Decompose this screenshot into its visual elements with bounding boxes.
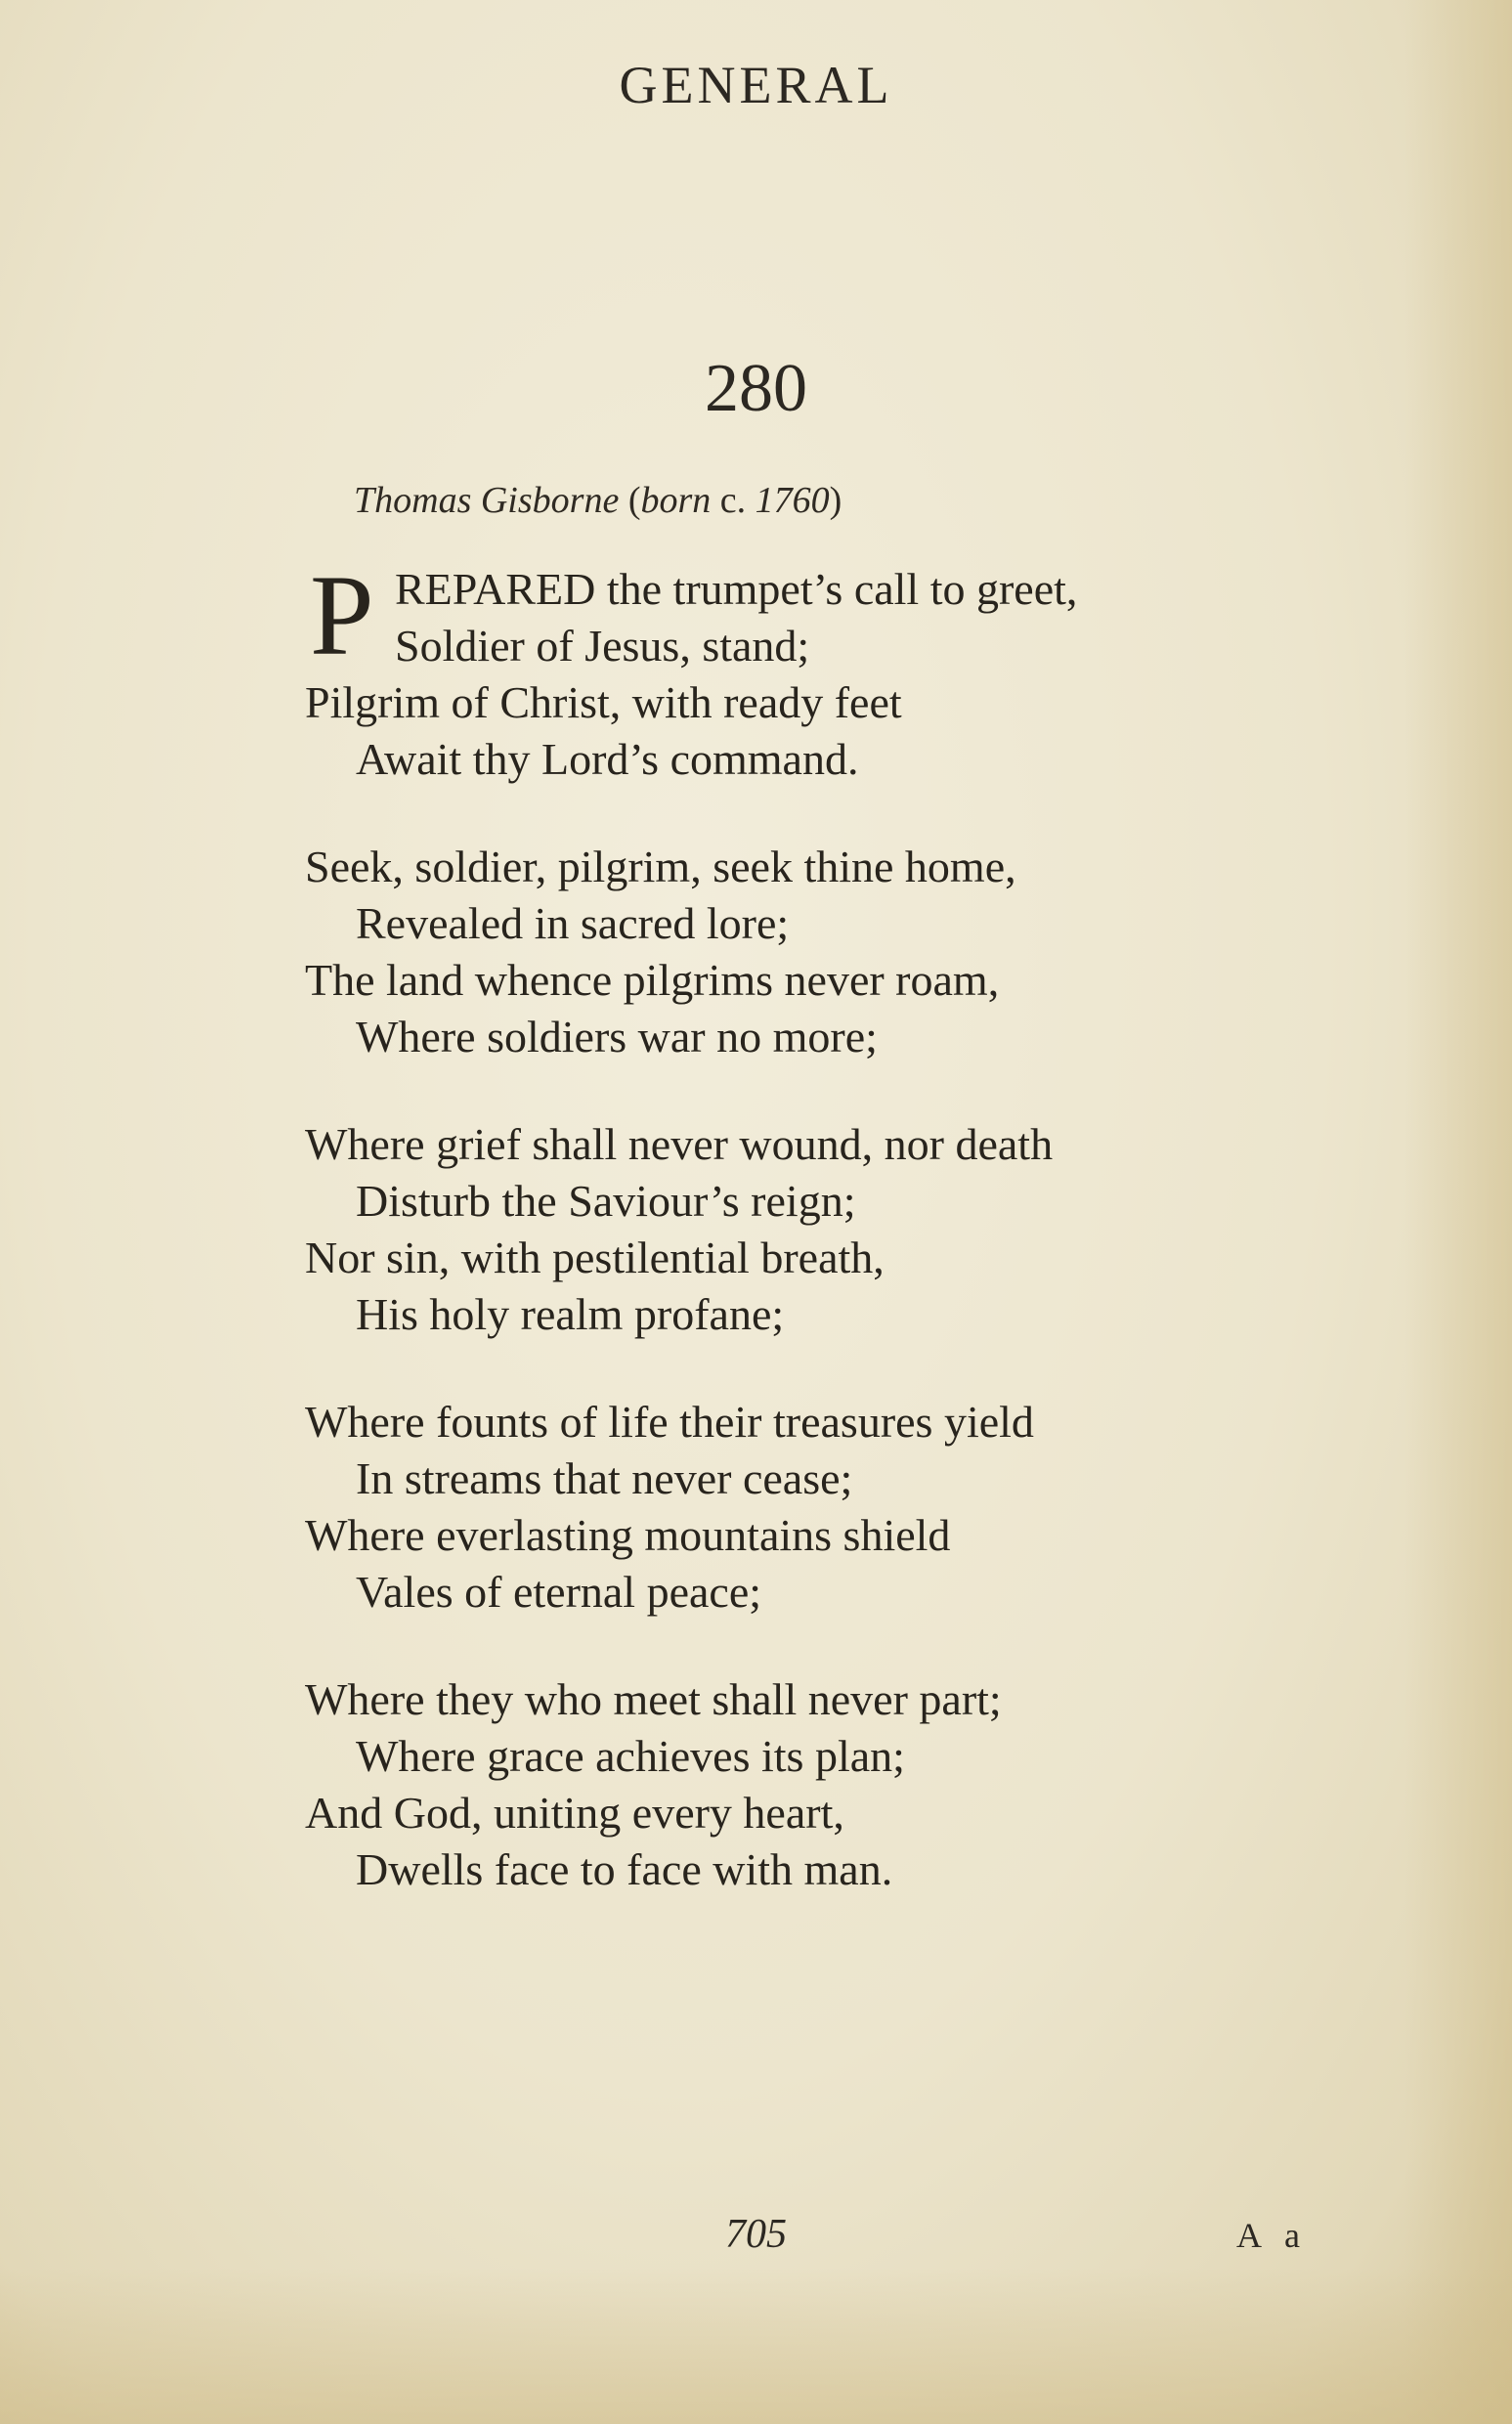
stanza-line: Vales of eternal peace; <box>356 1567 762 1617</box>
hymn-number: 280 <box>705 351 807 426</box>
stanza-line: Nor sin, with pestilential breath, <box>305 1233 885 1282</box>
stanza-line: Soldier of Jesus, stand; <box>395 621 810 671</box>
author-born-year: 1760 <box>755 480 830 521</box>
stanza-line: Where grief shall never wound, nor death <box>305 1119 1054 1169</box>
stanza-line: Where everlasting mountains shield <box>305 1510 951 1560</box>
stanza-line: And God, uniting every heart, <box>305 1788 844 1838</box>
drop-cap: P <box>310 551 374 679</box>
page-number: 705 <box>725 2212 787 2257</box>
stanza-line: Await thy Lord’s command. <box>356 734 859 784</box>
stanza-3 <box>305 1116 1282 1343</box>
stanza-line: Where soldiers war no more; <box>356 1012 878 1061</box>
stanza-4 <box>305 1394 1282 1621</box>
stanza-line: The land whence pilgrims never roam, <box>305 955 1000 1005</box>
author-born-prefix: born <box>640 480 712 521</box>
stanza-line: Dwells face to face with man. <box>356 1844 893 1894</box>
hymn-text <box>305 551 1282 1949</box>
stanza-1 <box>305 551 1282 788</box>
stanza-line: Seek, soldier, pilgrim, seek thine home, <box>305 842 1016 891</box>
stanza-2 <box>305 839 1282 1065</box>
stanza-line: REPARED the trumpet’s call to greet, <box>395 564 1078 614</box>
stanza-line: Revealed in sacred lore; <box>356 898 790 948</box>
signature-mark: A a <box>1236 2216 1308 2255</box>
author-born-abbrev: c. <box>719 480 747 521</box>
stanza-line: Disturb the Saviour’s reign; <box>356 1176 856 1226</box>
stanza-line: His holy realm profane; <box>356 1289 785 1339</box>
stanza-line: Where grace achieves its plan; <box>356 1731 905 1781</box>
running-head: GENERAL <box>619 56 893 114</box>
stanza-line: Where founts of life their treasures yield <box>305 1397 1034 1447</box>
stanza-line: Pilgrim of Christ, with ready feet <box>305 677 902 727</box>
stanza-line: In streams that never cease; <box>356 1453 853 1503</box>
page-bottom-shading <box>0 2268 1512 2424</box>
author-line: Thomas Gisborne (born c. 1760) <box>354 480 842 521</box>
author-name: Thomas Gisborne <box>354 480 620 521</box>
stanza-5 <box>305 1671 1282 1898</box>
stanza-line: Where they who meet shall never part; <box>305 1674 1002 1724</box>
